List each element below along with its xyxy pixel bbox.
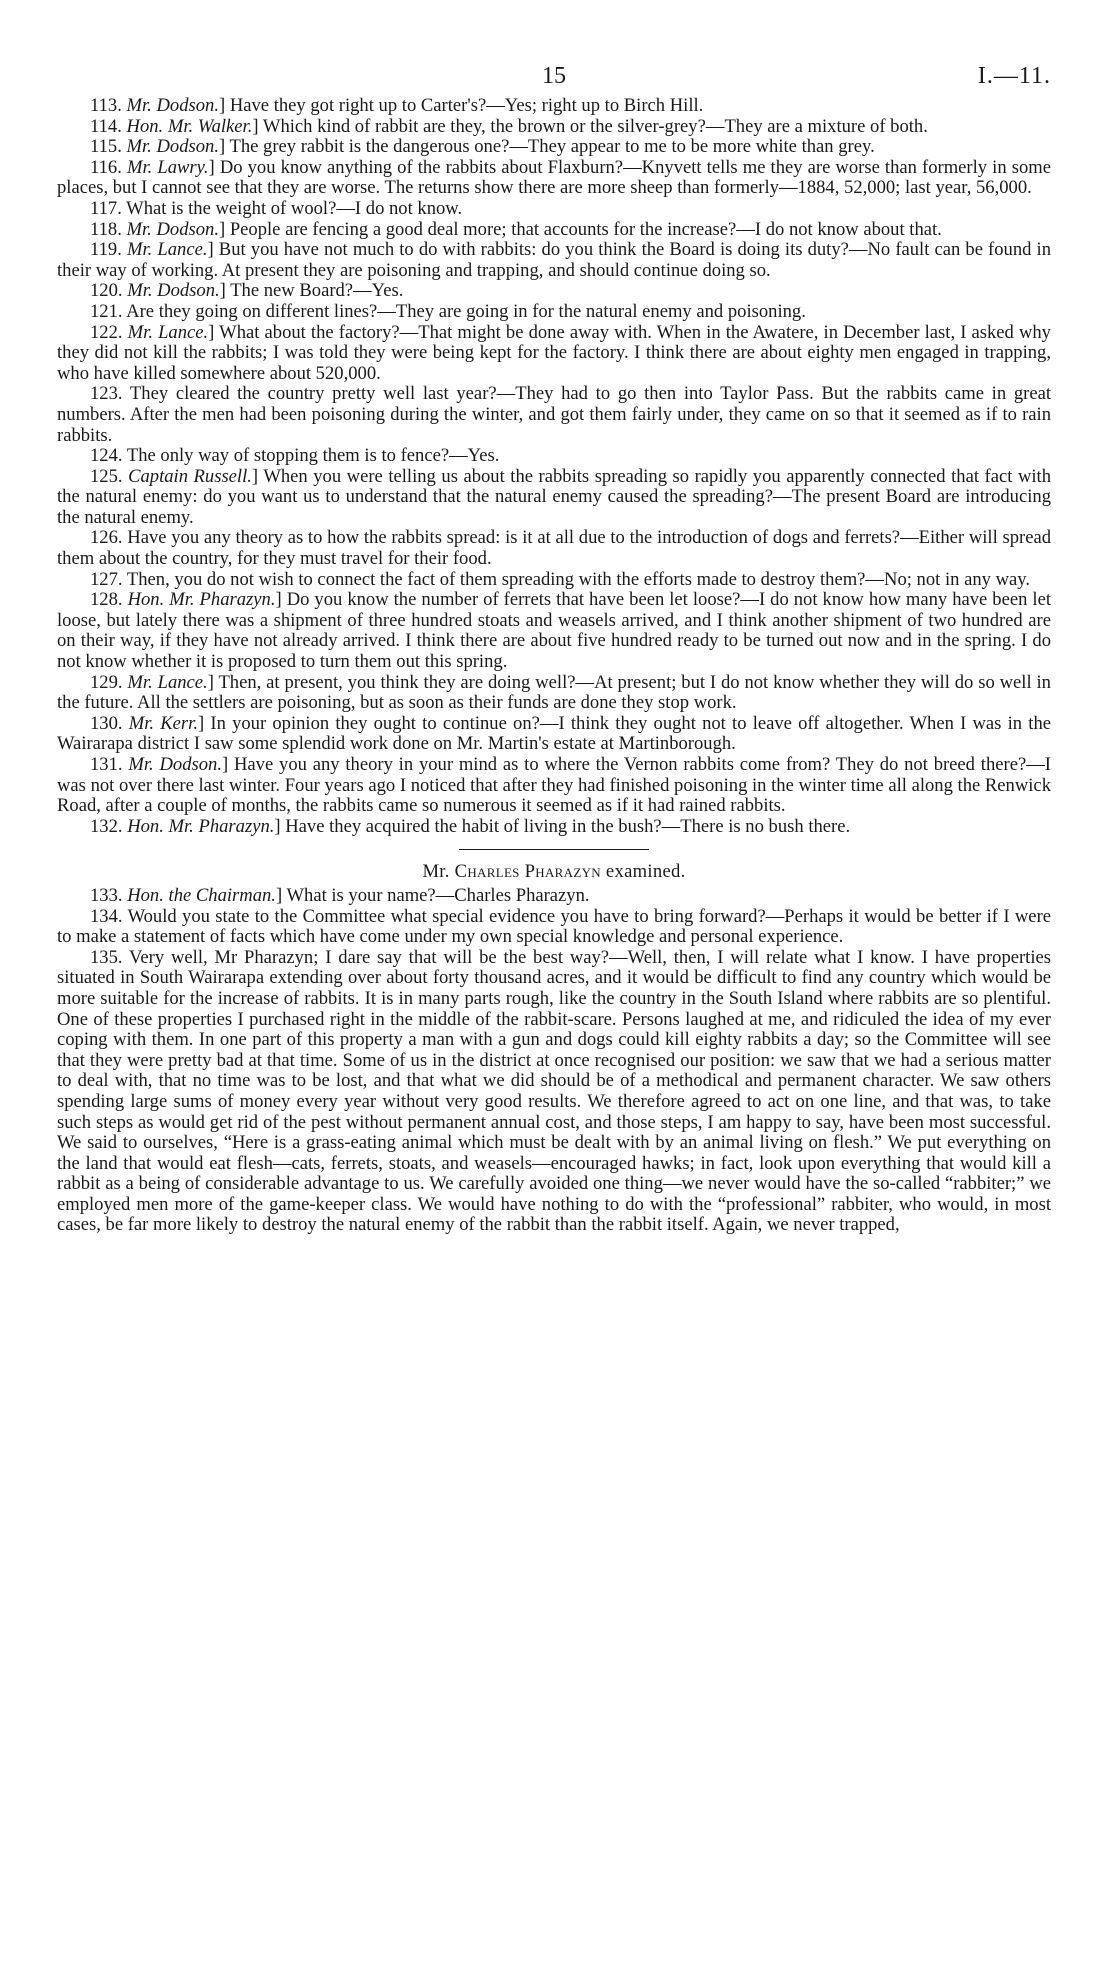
speaker-name: Captain Russell.: [128, 465, 252, 487]
section-title: [57, 862, 1051, 883]
testimony-paragraph: 125. Captain Russell.] When you were telling us about the rabbits spreading so rapidly you apparently connected that fact with the natural enemy: do you want us to understand that the natural enemy caused the spreading?—The present Board are introducing the natural enemy.: [57, 465, 1052, 528]
document-page: [57, 62, 1051, 1236]
speaker-name: Mr. Kerr.: [128, 712, 198, 734]
testimony-paragraph: 120. Mr. Dodson.] The new Board?—Yes.: [90, 280, 404, 302]
page-header: [57, 62, 1051, 96]
testimony-paragraph: 130. Mr. Kerr.] In your opinion they ought to continue on?—I think they ought not to leave off altogether. When I was in the Wairarapa district I saw some splendid work done on Mr. Martin's estate at Martinborough.: [57, 712, 1051, 755]
testimony-paragraph: [57, 907, 1051, 948]
testimony-text: Do you know anything of the rabbits about Flaxburn?—Knyvett tells me they are worse than formerly in some places, but I cannot see that they are worse. The returns show there are more sheep than formerly—1884, 52,000; last year, 56,000.: [57, 156, 1051, 199]
testimony-text: What about the factory?—That might be done away with. When in the Awatere, in December last, I asked why they did not kill the rabbits; I was told they were being kept for the factory. I think there are about eighty men engaged in trapping, who have killed somewhere about 520,000.: [57, 321, 1051, 384]
testimony-paragraph: [57, 199, 1051, 220]
testimony-paragraph: [57, 570, 1051, 591]
testimony-paragraph: 131. Mr. Dodson.] Have you any theory in your mind as to where the Vernon rabbits come from? They do not breed there?—I was not over there last winter. Four years ago I noticed that after they had finished poisoning in the winter time all along the Renwick Road, after a couple of months, the rabbits came so numerous it seemed as if it had rained rabbits.: [57, 754, 1051, 817]
testimony-text: People are fencing a good deal more; that accounts for the increase?—I do not know about that.: [229, 218, 942, 240]
testimony-text: Are they going on different lines?—They are going in for the natural enemy and poisoning.: [126, 300, 806, 322]
speaker-name: Mr. Dodson.: [126, 218, 219, 240]
question-number: 130.: [90, 712, 123, 734]
testimony-paragraph: [57, 528, 1051, 569]
speaker-name: Hon. Mr. Pharazyn.: [127, 589, 276, 611]
page-number: 15: [542, 63, 566, 89]
testimony-text: Have you any theory in your mind as to where the Vernon rabbits come from? They do not breed there?—I was not over there last winter. Four years ago I noticed that after they had finished poisoning in the winter time all along the Renwick Road, after a couple of months, the rabbits came so numerous it seemed as if it had rained rabbits.: [57, 754, 1051, 817]
question-number: 135.: [90, 946, 123, 968]
testimony-paragraph: 116. Mr. Lawry.] Do you know anything of the rabbits about Flaxburn?—Knyvett tells me they are worse than formerly in some places, but I cannot see that they are worse. The returns show there are more sheep than formerly—1884, 52,000; last year, 56,000.: [57, 156, 1051, 199]
question-number: 113.: [90, 95, 122, 116]
testimony-text: The only way of stopping them is to fence?—Yes.: [126, 445, 500, 467]
question-number: 133.: [90, 884, 123, 906]
testimony-paragraph: 132. Hon. Mr. Pharazyn.] Have they acquired the habit of living in the bush?—There is no bush there.: [90, 815, 851, 837]
testimony-paragraph: 115. Mr. Dodson.] The grey rabbit is the dangerous one?—They appear to me to be more white than grey.: [90, 136, 875, 158]
question-number: 122.: [90, 321, 123, 343]
testimony-paragraph: [57, 948, 1051, 1236]
testimony-text: The new Board?—Yes.: [230, 280, 404, 302]
question-number: 129.: [90, 671, 123, 693]
testimony-paragraph: 122. Mr. Lance.] What about the factory?—That might be done away with. When in the Awatere, in December last, I asked why they did not kill the rabbits; I was told they were being kept for the factory. I think there are about eighty men engaged in trapping, who have killed somewhere about 520,000.: [57, 321, 1051, 384]
testimony-text: But you have not much to do with rabbits: do you think the Board is doing its duty?—No fault can be found in their way of working. At present they are poisoning and trapping, and should continue doing so.: [57, 239, 1052, 281]
testimony-text: Have they acquired the habit of living in the bush?—There is no bush there.: [285, 815, 851, 837]
question-number: 117.: [90, 197, 122, 219]
testimony-paragraph: 119. Mr. Lance.] But you have not much to do with rabbits: do you think the Board is doing its duty?—No fault can be found in their way of working. At present they are poisoning and trapping, and should continue doing so.: [57, 239, 1052, 281]
section-title-suffix: examined.: [600, 861, 686, 883]
testimony-text: Then, you do not wish to connect the fact of them spreading with the efforts made to destroy them?—No; not in any way.: [126, 568, 1030, 590]
testimony-section-1: [57, 96, 1051, 837]
speaker-name: Mr. Dodson.: [127, 280, 220, 302]
document-reference: I.—11.: [977, 63, 1051, 89]
testimony-paragraph: 114. Hon. Mr. Walker.] Which kind of rabbit are they, the brown or the silver-grey?—They are a mixture of both.: [90, 115, 928, 137]
testimony-text: What is the weight of wool?—I do not know.: [126, 197, 463, 219]
question-number: 126.: [90, 527, 123, 549]
speaker-name: Hon. Mr. Walker.: [126, 115, 253, 137]
speaker-name: Mr. Lance.: [127, 321, 209, 343]
testimony-paragraph: [57, 384, 1051, 446]
section-title-prefix: Mr.: [422, 861, 455, 883]
testimony-text: Which kind of rabbit are they, the brown or the silver-grey?—They are a mixture of both.: [262, 115, 928, 137]
testimony-text: Do you know the number of ferrets that have been let loose?—I do not know how many have been let loose, but lately there was a shipment of three hundred stoats and weasels arrived, and I think another shipment of two hundred are on their way, if they have not already arrived. I think there are about five hundred ready to be turned out now and in the spring. I do not know whether it is proposed to turn them out this spring.: [57, 589, 1051, 673]
question-number: 121.: [90, 300, 123, 322]
testimony-text: When you were telling us about the rabbits spreading so rapidly you apparently connected that fact with the natural enemy: do you want us to understand that the natural enemy caused the spreading?—The present Board are introducing the natural enemy.: [57, 465, 1052, 528]
speaker-name: Hon. Mr. Pharazyn.: [127, 815, 275, 837]
testimony-text: Would you state to the Committee what special evidence you have to bring forward?—Perhaps it would be better if I were to make a statement of facts which have come under my own special knowledge and personal experience.: [57, 905, 1052, 948]
question-number: 131.: [90, 754, 123, 775]
testimony-paragraph: 113. Mr. Dodson.] Have they got right up to Carter's?—Yes; right up to Birch Hill.: [90, 95, 704, 116]
question-number: 123.: [90, 383, 123, 405]
question-number: 124.: [90, 445, 123, 467]
speaker-name: Mr. Lance.: [126, 239, 208, 261]
question-number: 116.: [90, 156, 122, 178]
testimony-text: The grey rabbit is the dangerous one?—They appear to me to be more white than grey.: [229, 136, 875, 158]
testimony-paragraph: 128. Hon. Mr. Pharazyn.] Do you know the number of ferrets that have been let loose?—I do not know how many have been let loose, but lately there was a shipment of three hundred stoats and weasels arrived, and I think another shipment of two hundred are on their way, if they have not already arrived. I think there are about five hundred ready to be turned out now and in the spring. I do not know whether it is proposed to turn them out this spring.: [57, 589, 1051, 673]
testimony-text: Very well, Mr Pharazyn; I dare say that will be the best way?—Well, then, I will relate what I know. I have properties situated in South Wairarapa extending over about forty thousand acres, and it would be difficult to find any country which would be more suitable for the increase of rabbits. It is in many parts rough, like the country in the South Island where rabbits are so plentiful. One of these properties I purchased right in the middle of the rabbit-scare. Persons laughed at me, and ridiculed the idea of my ever coping with them. In one part of this property a man with a gun and dogs could kill eighty rabbits a day; so the Committee will see that they were pretty bad at that time. Some of us in the district at once recognised our position: we saw that we had a serious matter to deal with, that no time was to be lost, and that what we did should be of a methodical and permanent character. We saw others spending large sums of money every year without very good results. We therefore agreed to act on one line, and that was, to take such steps as would get rid of the pest without permanent annual cost, and those steps, I am happy to say, have been most successful. We said to ourselves, “Here is a grass-eating animal which must be dealt with by an animal living on flesh.” We put everything on the land that would eat flesh—cats, ferrets, stoats, and weasels—encouraged hawks; in fact, look upon everything that would kill a rabbit as a being of considerable advantage to us. We carefully avoided one thing—we never would have the so-called “rabbiter;” we employed men more of the game-keeper class. We would have nothing to do with the “professional” rabbiter, who would, in most cases, be far more likely to destroy the natural enemy of the rabbit than the rabbit itself. Again, we never trapped,: [57, 946, 1052, 1236]
question-number: 119.: [90, 239, 122, 261]
question-number: 115.: [90, 136, 122, 158]
testimony-paragraph: [57, 446, 1051, 467]
testimony-paragraph: [57, 302, 1051, 323]
question-number: 114.: [90, 115, 122, 137]
testimony-text: Have you any theory as to how the rabbits spread: is it at all due to the introduction of dogs and ferrets?—Either will spread them about the country, for they must travel for their food.: [57, 527, 1052, 570]
testimony-paragraph: 133. Hon. the Chairman.] What is your name?—Charles Pharazyn.: [90, 884, 590, 906]
testimony-text: In your opinion they ought to continue on?—I think they ought not to leave off altogether. When I was in the Wairarapa district I saw some splendid work done on Mr. Martin's estate at Martinborough.: [57, 712, 1051, 755]
testimony-text: Have they got right up to Carter's?—Yes; right up to Birch Hill.: [229, 95, 704, 116]
speaker-name: Mr. Dodson.: [126, 136, 219, 158]
speaker-name: Mr. Lawry.: [126, 156, 209, 178]
testimony-paragraph: 118. Mr. Dodson.] People are fencing a good deal more; that accounts for the increase?—I do not know about that.: [90, 218, 942, 240]
question-number: 132.: [90, 815, 123, 837]
testimony-text: What is your name?—Charles Pharazyn.: [286, 884, 590, 906]
speaker-name: Mr. Dodson.: [126, 95, 219, 116]
speaker-name: Mr. Lance.: [127, 671, 208, 693]
question-number: 125.: [90, 465, 123, 487]
question-number: 120.: [90, 280, 123, 302]
witness-name: Charles Pharazyn: [454, 861, 601, 883]
question-number: 118.: [90, 218, 122, 240]
testimony-text: They cleared the country pretty well last year?—They had to go then into Taylor Pass. But the rabbits came in great numbers. After the men had been poisoning during the winter, and got them fairly under, they came on so that it seemed as if to rain rabbits.: [57, 383, 1052, 446]
testimony-text: Then, at present, you think they are doing well?—At present; but I do not know whether they will do so well in the future. All the settlers are poisoning, but as soon as their funds are done they stop work.: [57, 671, 1051, 714]
testimony-paragraph: 129. Mr. Lance.] Then, at present, you think they are doing well?—At present; but I do not know whether they will do so well in the future. All the settlers are poisoning, but as soon as their funds are done they stop work.: [57, 671, 1051, 714]
question-number: 128.: [90, 589, 123, 611]
speaker-name: Hon. the Chairman.: [127, 884, 276, 906]
question-number: 134.: [90, 905, 123, 927]
testimony-section-2: [57, 886, 1051, 1236]
section-divider: [459, 849, 649, 850]
speaker-name: Mr. Dodson.: [128, 754, 222, 775]
question-number: 127.: [90, 568, 123, 590]
